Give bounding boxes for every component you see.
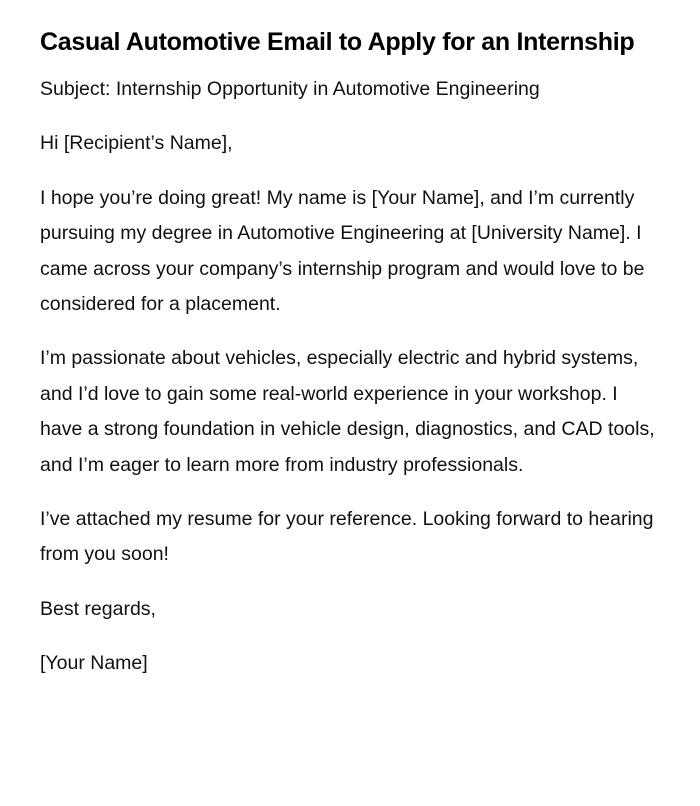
email-signature: [Your Name] [40,652,148,675]
body-paragraph: I’m passionate about vehicles, especially electric and hybrid systems, and I’d love to gain some real-world experience in your workshop. I have a strong foundation in vehicle design, diagnostics, and CAD tools, and I’m eager to learn more from industry professionals. [40,347,655,476]
email-greeting: Hi [Recipient’s Name], [40,132,233,155]
body-paragraph: I hope you’re doing great! My name is [Your Name], and I’m currently pursuing my degree in Automotive Engineering at [University Name]. I came across your company’s internship program and would love to be considered for a placement. [40,186,645,316]
document-title: Casual Automotive Email to Apply for an Internship [40,28,635,56]
body-paragraph: I’ve attached my resume for your reference. Looking forward to hearing from you soon! [40,508,654,566]
email-closing: Best regards, [40,597,156,620]
email-subject: Subject: Internship Opportunity in Automotive Engineering [40,78,540,100]
